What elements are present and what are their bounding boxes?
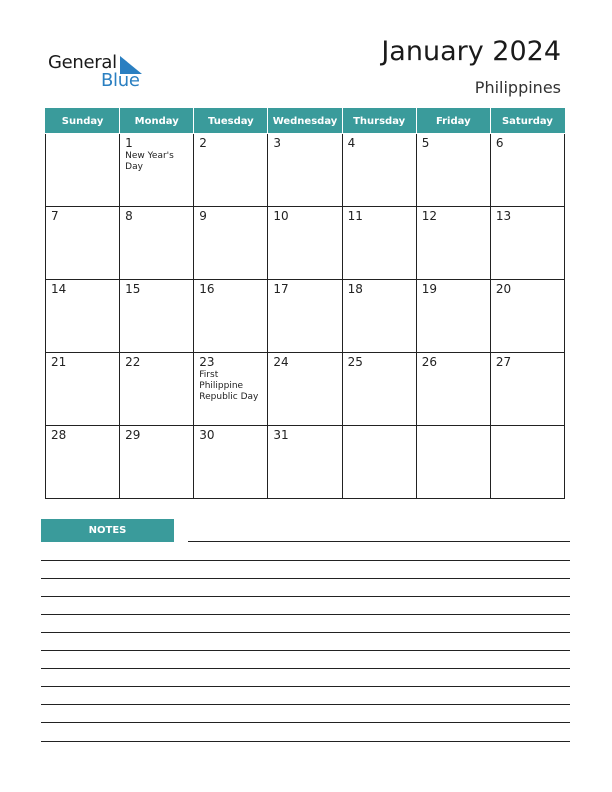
day-cell: [268, 134, 342, 207]
day-cell: [342, 280, 416, 353]
weekday-header-row: [46, 109, 565, 134]
day-cell: [490, 134, 564, 207]
month-title: January 2024: [381, 36, 561, 67]
day-cell: [490, 426, 564, 499]
day-number: 28: [51, 428, 67, 442]
day-cell: [46, 353, 120, 426]
day-cell: [416, 280, 490, 353]
notes-line: [41, 668, 570, 669]
day-cell: [120, 353, 194, 426]
day-number: 5: [421, 136, 430, 150]
day-number: 13: [495, 209, 512, 223]
notes-line: [188, 541, 570, 542]
week-row: [46, 134, 565, 207]
day-cell: [268, 353, 342, 426]
week-row: [46, 353, 565, 426]
logo-blue-text: Blue: [101, 70, 140, 91]
notes-line: [41, 704, 570, 705]
day-number: 27: [495, 355, 512, 369]
day-cell: [194, 134, 268, 207]
notes-header: NOTES: [41, 519, 174, 542]
day-cell: [416, 207, 490, 280]
day-number: 30: [199, 428, 215, 442]
week-row: [46, 207, 565, 280]
day-number: 23: [199, 355, 215, 369]
day-number: 3: [273, 136, 282, 150]
day-number: 1: [125, 136, 133, 150]
day-number: 2: [199, 136, 207, 150]
day-cell: [416, 426, 490, 499]
day-number: 10: [273, 209, 289, 223]
holiday-label: First Philippine Republic Day: [199, 370, 259, 402]
calendar-grid: [45, 108, 565, 499]
notes-line: [41, 686, 570, 687]
day-number: 7: [51, 209, 59, 223]
logo-general-text: General: [48, 52, 117, 73]
notes-line: [41, 578, 570, 579]
day-cell: [46, 280, 120, 353]
day-number: 8: [125, 209, 133, 223]
notes-line: [41, 596, 570, 597]
day-cell: [46, 426, 120, 499]
day-cell: [120, 134, 194, 207]
notes-line: [41, 722, 570, 723]
day-cell: [490, 207, 564, 280]
calendar-body: [46, 134, 565, 499]
day-cell: [268, 280, 342, 353]
week-row: [46, 280, 565, 353]
day-number: 22: [125, 355, 141, 369]
day-cell: [194, 207, 268, 280]
day-number: 29: [125, 428, 141, 442]
day-cell: [490, 280, 564, 353]
day-cell: [194, 353, 268, 426]
day-number: 17: [273, 282, 289, 296]
day-cell: [194, 280, 268, 353]
notes-line: [41, 632, 570, 633]
day-cell: [120, 280, 194, 353]
day-cell: [120, 426, 194, 499]
day-number: 19: [421, 282, 437, 296]
weekday-wednesday: Wednesday: [268, 109, 342, 134]
day-number: 18: [347, 282, 363, 296]
day-number: 6: [495, 136, 504, 150]
notes-line: [41, 560, 570, 561]
day-cell: [268, 207, 342, 280]
day-cell: [194, 426, 268, 499]
weekday-tuesday: Tuesday: [194, 109, 268, 134]
day-cell: [342, 134, 416, 207]
day-number: 15: [125, 282, 141, 296]
country-label: Philippines: [474, 78, 561, 97]
day-number: 11: [347, 209, 363, 223]
day-cell: [416, 134, 490, 207]
day-number: 9: [199, 209, 207, 223]
weekday-friday: Friday: [416, 109, 490, 134]
weekday-monday: Monday: [120, 109, 194, 134]
week-row: [46, 426, 565, 499]
day-number: 26: [421, 355, 437, 369]
day-number: 4: [347, 136, 356, 150]
day-cell: [416, 353, 490, 426]
day-number: 14: [51, 282, 67, 296]
day-number: 16: [199, 282, 215, 296]
notes-line: [41, 741, 570, 742]
notes-line: [41, 650, 570, 651]
day-number: 31: [273, 428, 289, 442]
holiday-label: New Year's Day: [125, 151, 174, 172]
day-number: 25: [347, 355, 363, 369]
weekday-sunday: Sunday: [46, 109, 120, 134]
day-number: 12: [421, 209, 437, 223]
day-cell: [342, 207, 416, 280]
weekday-saturday: Saturday: [490, 109, 564, 134]
notes-line: [41, 614, 570, 615]
day-cell: [342, 353, 416, 426]
day-cell: [268, 426, 342, 499]
day-cell: [342, 426, 416, 499]
weekday-thursday: Thursday: [342, 109, 416, 134]
day-cell: [490, 353, 564, 426]
day-number: 24: [273, 355, 289, 369]
day-cell: [46, 207, 120, 280]
day-cell: [120, 207, 194, 280]
day-cell: [46, 134, 120, 207]
day-number: 20: [495, 282, 512, 296]
generalblue-logo: [48, 52, 158, 92]
day-number: 21: [51, 355, 67, 369]
